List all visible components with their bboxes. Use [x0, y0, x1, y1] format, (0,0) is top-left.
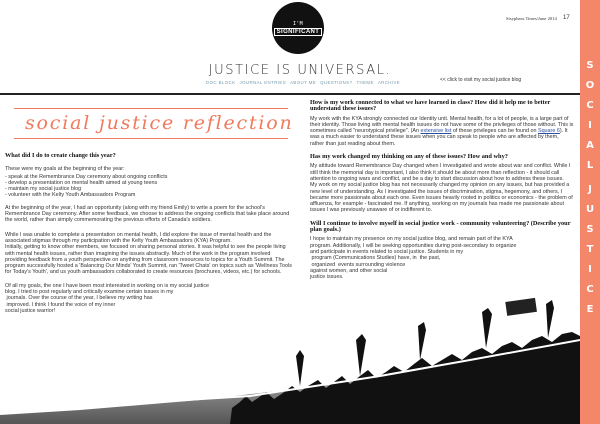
- blog-nav-doc-block[interactable]: DOC BLOCK: [206, 80, 236, 85]
- paragraph-line: journals. Over the course of the year, I believe my writing has: [5, 295, 153, 302]
- question-heading: Has my work changed my thinking on any of these issues? How and why?: [310, 153, 508, 161]
- article-title: social justice reflection: [25, 112, 294, 134]
- answer-line: organized events surrounding violence: [310, 261, 406, 268]
- side-letter: O: [585, 80, 595, 91]
- logo-main-text: SIGNIFICANT: [274, 28, 323, 36]
- side-letter: A: [586, 140, 594, 151]
- paragraph-line: blog. I tried to post regularly and critically examine certain issues in my: [5, 289, 174, 296]
- side-letter: U: [585, 204, 595, 215]
- page-number: 17: [563, 15, 570, 21]
- question-heading: Will I continue to involve myself in social justice work - community volunteering? (Describe your plan goals.): [310, 219, 571, 234]
- side-letter: E: [586, 304, 594, 315]
- header-divider: [0, 93, 580, 95]
- answer-paragraph: My attitude toward Remembrance Day changed when I investigated and wrote about war and conflict. While I still think the memorial day is important, I also think it should be about more than reflection - it should call attention to ongoing wars and conflict, and be a day to start discussion about how to address these issues.: [310, 163, 571, 182]
- answer-line: program (Communications Studies) have, in the past,: [310, 255, 441, 262]
- square-6-link[interactable]: Square 6: [537, 128, 560, 135]
- title-rule-bottom: [14, 138, 288, 139]
- side-letter: T: [586, 244, 594, 255]
- paragraph-line: improved. I think I found the voice of my inner: [5, 301, 116, 308]
- goal-item: - volunteer with the Kelty Youth Ambassadors Program: [5, 192, 136, 199]
- paragraph-line: social justice warrior!: [5, 307, 56, 314]
- answer-line: against women, and other social: [310, 267, 388, 274]
- extensive-list-link[interactable]: extensive list: [420, 128, 452, 135]
- blog-title[interactable]: JUSTICE IS UNIVERSAL.: [208, 63, 392, 78]
- answer-line: and participate in events related to social justice. Students in my: [310, 248, 464, 255]
- magazine-logo: [272, 2, 324, 54]
- goals-list: [5, 174, 293, 199]
- answer-paragraph: My work on my social justice blog has not necessarily changed my opinion on any issues, but has provided a new level of understanding. As I investigated the issues of discrimination, stigma, hegemony, and others, I became more passionate about each one. Even issues heavily rooted in politics or economics - the problem of affluenza, for example - fascinated me. If anything, working on my journals has made me passionate about issues I was previously unaware of or indifferent to.: [310, 182, 573, 214]
- answer-line: I hope to maintain my presence on my social justice blog, and remain part of the KYA: [310, 236, 513, 243]
- goal-item: - speak at the Remembrance Day ceremony about ongoing conflicts: [5, 173, 168, 180]
- blog-nav-about-me[interactable]: ABOUT ME: [290, 80, 317, 85]
- side-letter: I: [588, 120, 592, 131]
- answer-line: justice issues.: [310, 274, 344, 281]
- side-letter: L: [586, 160, 594, 171]
- logo-top-text: I'M: [293, 20, 303, 27]
- title-rule-top: [14, 108, 288, 109]
- goal-item: - develop a presentation on mental health aimed at young teens: [5, 179, 158, 186]
- side-letter: S: [586, 224, 594, 235]
- answer-line: program. Additionally, I will be seeking opportunities during post-secondary to organize: [310, 242, 517, 249]
- blog-nav-archive[interactable]: ARCHIVE: [377, 80, 401, 85]
- paragraph-line: Of all my goals, the one I have been most interested in working on is my social justice: [5, 282, 210, 289]
- blog-nav-questions[interactable]: QUESTIONS?: [320, 80, 353, 85]
- blog-nav: [206, 80, 400, 85]
- blog-nav-journal-entries[interactable]: JOURNAL ENTRIES: [239, 80, 287, 85]
- answer-paragraph: [310, 236, 574, 280]
- blog-nav-theme[interactable]: THEME: [356, 80, 374, 85]
- side-letter: I: [588, 264, 592, 275]
- answer-paragraph: [310, 116, 574, 147]
- paragraph: While I was unable to complete a presentation on mental health, I did explore the issue of mental health and the associated stigmas through my participation with the Kelty Youth Ambassadors (KYA) Program.: [5, 231, 272, 244]
- side-letter: J: [588, 184, 592, 195]
- answer-text: My work with the KYA strongly connected our Identity unit. Mental health, for a lot of people, is a large part of their identity. Those living with mental health issues do not have some of the privileges of those without. This is sometimes called "neurotypical privilege". (An: [310, 115, 574, 135]
- blog-visit-link[interactable]: << click to visit my social justice blog: [440, 77, 522, 83]
- side-letter: C: [586, 284, 594, 295]
- paragraph: At the beginning of the year, I had an opportunity (along with my friend Emily) to write a poem for the school's Remembrance Day ceremony. After some feedback, we choose to address the ongoing conflicts that take place around the world, rather than simply commemorating the previous efforts of Canada's soldiers.: [5, 204, 290, 224]
- question-heading: How is my work connected to what we have learned in class? How did it help me to better understand these issues?: [310, 99, 551, 113]
- question-heading: What did I do to create change this year?: [5, 152, 116, 159]
- goals-intro: These were my goals at the beginning of the year:: [5, 166, 125, 173]
- answer-text: ). It was a much easier to understand these issues when you can speak to people who are affected by them, rather than just reading about them.: [310, 128, 568, 147]
- goal-item: - maintain my social justice blog: [5, 186, 82, 193]
- side-letter: C: [586, 100, 594, 111]
- answer-text: of these privileges can be found on: [451, 128, 538, 135]
- issue-label: Sisypheas Times/June 2014: [506, 16, 557, 21]
- side-letter: S: [586, 60, 594, 71]
- right-column: [310, 100, 574, 280]
- paragraph: [5, 283, 293, 314]
- paragraph: Initially, getting to know other members, we focused on sharing personal stories. It was helpful to see the people living with mental health issues, rather than imagining the issues abstractly. Much of the work in the program involved providing feedback from a youth perspective on anything from classroom resources to topics for a Youth Summit. The program successfully hosted a 'Balancing Our Minds' Youth Summit, ran 'Tweet Chats' on topics such as 'Wellness Tools for Today's Youth', and us youth ambassadors collaborated to create resources (brochures, videos, etc.) for schools.: [5, 244, 292, 276]
- left-column: [5, 153, 293, 314]
